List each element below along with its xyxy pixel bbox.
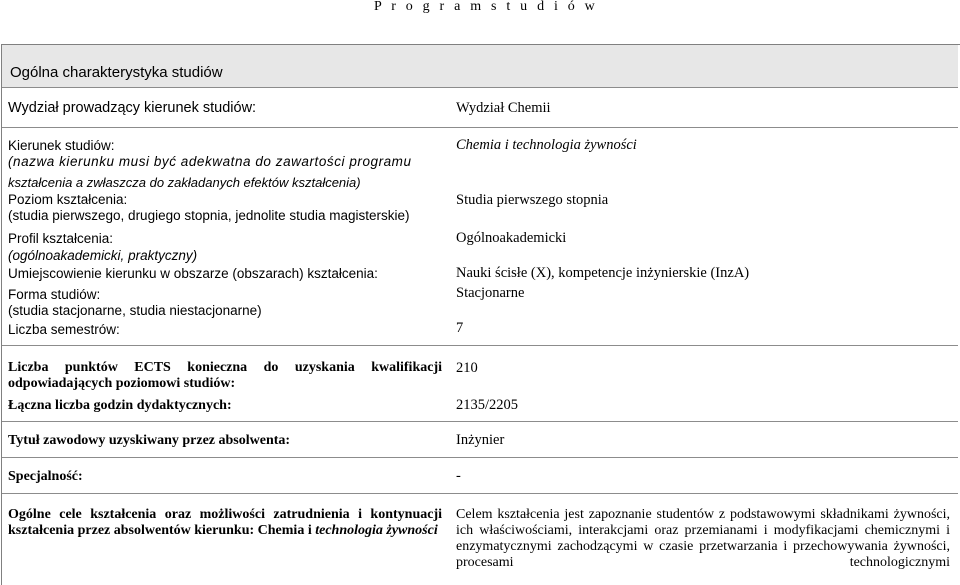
cele-label-bold: Ogólne cele kształcenia oraz możliwości zatrudnienia i kontynuacji kształcenia przez absolwentów kierunku: Chemia i bbox=[8, 507, 442, 538]
wydzial-value: Wydział Chemii bbox=[456, 100, 551, 116]
profil-label: Profil kształcenia: bbox=[8, 231, 114, 246]
page-title: P r o g r a m s t u d i ó w bbox=[374, 0, 598, 14]
godziny-value: 2135/2205 bbox=[456, 397, 519, 413]
poziom-value: Studia pierwszego stopnia bbox=[456, 192, 609, 208]
poziom-note: (studia pierwszego, drugiego stopnia, jednolite studia magisterskie) bbox=[8, 208, 410, 223]
row-divider bbox=[2, 421, 958, 422]
forma-value: Stacjonarne bbox=[456, 285, 525, 301]
row-divider bbox=[2, 127, 958, 128]
cele-value: Celem kształcenia jest zapoznanie studentów z podstawowymi składnikami żywności, ich właściwościami, interakcjami oraz przemianami i modyfikacjami chemicznymi i enzymatycznymi zachodzącymi w czasie przetwarzania i przechowywania żywności, procesami technologicznymi bbox=[456, 507, 950, 570]
specjalnosc-label: Specjalność: bbox=[8, 469, 83, 484]
profil-value: Ogólnoakademicki bbox=[456, 230, 567, 246]
profil-note: (ogólnoakademicki, praktyczny) bbox=[8, 248, 198, 263]
semestry-label: Liczba semestrów: bbox=[8, 322, 120, 337]
kierunek-note-2: kształcenia a zwłaszcza do zakładanych efektów kształcenia) bbox=[8, 175, 361, 190]
cele-label-italic: technologia żywności bbox=[315, 523, 438, 538]
kierunek-label: Kierunek studiów: bbox=[8, 138, 115, 153]
semestry-value: 7 bbox=[456, 320, 464, 336]
godziny-label: Łączna liczba godzin dydaktycznych: bbox=[8, 398, 232, 413]
wydzial-label: Wydział prowadzący kierunek studiów: bbox=[8, 100, 257, 116]
specjalnosc-value: - bbox=[456, 468, 461, 484]
tytul-label: Tytuł zawodowy uzyskiwany przez absolwenta: bbox=[8, 433, 291, 448]
kierunek-value: Chemia i technologia żywności bbox=[456, 137, 637, 153]
forma-note: (studia stacjonarne, studia niestacjonarne) bbox=[8, 303, 262, 318]
ects-value: 210 bbox=[456, 360, 478, 376]
cele-label bbox=[8, 507, 442, 539]
kierunek-note-1: (nazwa kierunku musi być adekwatna do zawartości programu bbox=[8, 154, 412, 169]
tytul-value: Inżynier bbox=[456, 432, 505, 448]
row-divider bbox=[2, 345, 958, 346]
umiejscowienie-label: Umiejscowienie kierunku w obszarze (obszarach) kształcenia: bbox=[8, 266, 378, 281]
row-divider bbox=[2, 457, 958, 458]
section-header bbox=[2, 45, 958, 87]
section-header-text: Ogólna charakterystyka studiów bbox=[10, 64, 223, 81]
row-divider bbox=[2, 493, 958, 494]
forma-label: Forma studiów: bbox=[8, 287, 101, 302]
poziom-label: Poziom kształcenia: bbox=[8, 192, 128, 207]
ects-label: Liczba punktów ECTS konieczna do uzyskania kwalifikacji odpowiadających poziomowi studiów: bbox=[8, 360, 442, 391]
umiejscowienie-value: Nauki ścisłe (X), kompetencje inżynierskie (InzA) bbox=[456, 265, 750, 281]
row-divider bbox=[2, 87, 958, 88]
